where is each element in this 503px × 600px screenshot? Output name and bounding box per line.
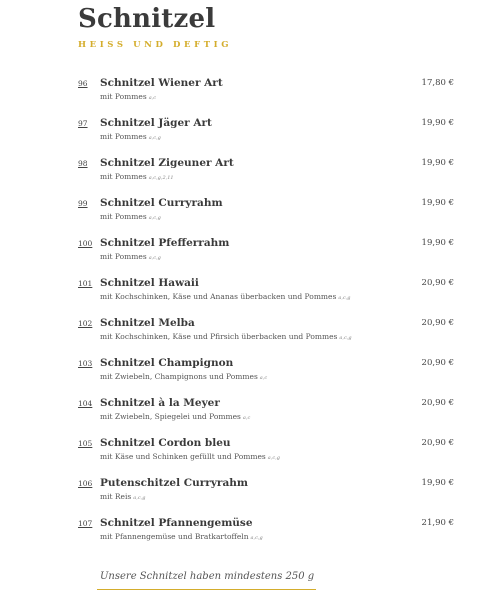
- item-description-text: mit Pommes: [100, 172, 147, 181]
- item-number: 103: [78, 359, 93, 368]
- item-allergens: a,c,g: [338, 295, 351, 301]
- item-name: Putenschitzel Curryrahm: [100, 477, 248, 489]
- item-number: 102: [78, 319, 93, 328]
- menu-item: [0, 357, 503, 397]
- page-subtitle: HEISS UND DEFTIG: [78, 40, 233, 50]
- item-number: 106: [78, 479, 93, 488]
- item-allergens: a,c,g: [148, 215, 161, 221]
- item-description: [100, 212, 161, 221]
- menu-item: [0, 477, 503, 517]
- item-allergens: a,c,g,2,11: [148, 175, 174, 181]
- item-description-text: mit Käse und Schinken gefüllt und Pommes: [100, 452, 266, 461]
- menu-item: [0, 77, 503, 117]
- item-name: Schnitzel Melba: [100, 317, 195, 329]
- item-allergens: a,c,g: [133, 495, 146, 501]
- item-number: 100: [78, 239, 93, 248]
- item-name: Schnitzel Champignon: [100, 357, 234, 369]
- item-description: [100, 252, 161, 261]
- item-name: Schnitzel Hawaii: [100, 277, 199, 289]
- menu-item: [0, 157, 503, 197]
- item-name: Schnitzel Pfefferrahm: [100, 237, 230, 249]
- item-price: 19,90 €: [421, 158, 454, 168]
- item-price: 20,90 €: [421, 438, 454, 448]
- item-description-text: mit Zwiebeln, Spiegelei und Pommes: [100, 412, 241, 421]
- item-number: 104: [78, 399, 93, 408]
- item-allergens: a,c: [242, 415, 251, 421]
- item-price: 20,90 €: [421, 398, 454, 408]
- item-allergens: a,c,g: [148, 255, 161, 261]
- item-price: 17,80 €: [421, 78, 454, 88]
- menu-item: [0, 317, 503, 357]
- menu-item: [0, 197, 503, 237]
- item-name: Schnitzel Curryrahm: [100, 197, 223, 209]
- item-name: Schnitzel Pfannengemüse: [100, 517, 253, 529]
- item-description: [100, 532, 263, 541]
- item-description-text: mit Reis: [100, 492, 132, 501]
- item-description: [100, 332, 352, 341]
- menu-list: [0, 77, 503, 557]
- item-description-text: mit Pommes: [100, 212, 147, 221]
- item-price: 19,90 €: [421, 478, 454, 488]
- item-description: [100, 452, 280, 461]
- item-price: 19,90 €: [421, 238, 454, 248]
- item-description-text: mit Zwiebeln, Champignons und Pommes: [100, 372, 258, 381]
- item-allergens: a,c,g: [148, 135, 161, 141]
- item-description-text: mit Pfannengemüse und Bratkartoffeln: [100, 532, 249, 541]
- menu-item: [0, 237, 503, 277]
- item-description-text: mit Kochschinken, Käse und Ananas überbacken und Pommes: [100, 292, 337, 301]
- item-price: 20,90 €: [421, 278, 454, 288]
- item-number: 98: [78, 159, 88, 168]
- item-number: 107: [78, 519, 93, 528]
- item-price: 21,90 €: [421, 518, 454, 528]
- footer-note: Unsere Schnitzel haben mindestens 250 g: [100, 571, 315, 582]
- item-allergens: a,c,g: [339, 335, 352, 341]
- footer-underline: [97, 589, 316, 590]
- item-price: 20,90 €: [421, 318, 454, 328]
- item-name: Schnitzel Zigeuner Art: [100, 157, 234, 169]
- item-number: 96: [78, 79, 88, 88]
- item-description: [100, 132, 161, 141]
- item-description-text: mit Pommes: [100, 252, 147, 261]
- item-description: [100, 292, 351, 301]
- menu-item: [0, 437, 503, 477]
- item-name: Schnitzel Cordon bleu: [100, 437, 231, 449]
- item-description: [100, 412, 250, 421]
- menu-item: [0, 277, 503, 317]
- item-description: [100, 492, 145, 501]
- menu-item: [0, 397, 503, 437]
- item-price: 20,90 €: [421, 358, 454, 368]
- item-number: 97: [78, 119, 88, 128]
- item-allergens: a,c: [148, 95, 157, 101]
- item-description: [100, 92, 156, 101]
- item-allergens: a,c,g: [250, 535, 263, 541]
- item-name: Schnitzel à la Meyer: [100, 397, 220, 409]
- item-description-text: mit Kochschinken, Käse und Pfirsich überbacken und Pommes: [100, 332, 338, 341]
- item-description-text: mit Pommes: [100, 132, 147, 141]
- item-price: 19,90 €: [421, 198, 454, 208]
- item-name: Schnitzel Wiener Art: [100, 77, 223, 89]
- page-title: Schnitzel: [78, 4, 216, 34]
- item-price: 19,90 €: [421, 118, 454, 128]
- item-description-text: mit Pommes: [100, 92, 147, 101]
- item-number: 99: [78, 199, 88, 208]
- item-allergens: a,c: [259, 375, 268, 381]
- item-number: 101: [78, 279, 93, 288]
- item-name: Schnitzel Jäger Art: [100, 117, 212, 129]
- item-description: [100, 372, 267, 381]
- menu-item: [0, 517, 503, 557]
- menu-item: [0, 117, 503, 157]
- item-number: 105: [78, 439, 93, 448]
- item-allergens: a,c,g: [267, 455, 280, 461]
- item-description: [100, 172, 174, 181]
